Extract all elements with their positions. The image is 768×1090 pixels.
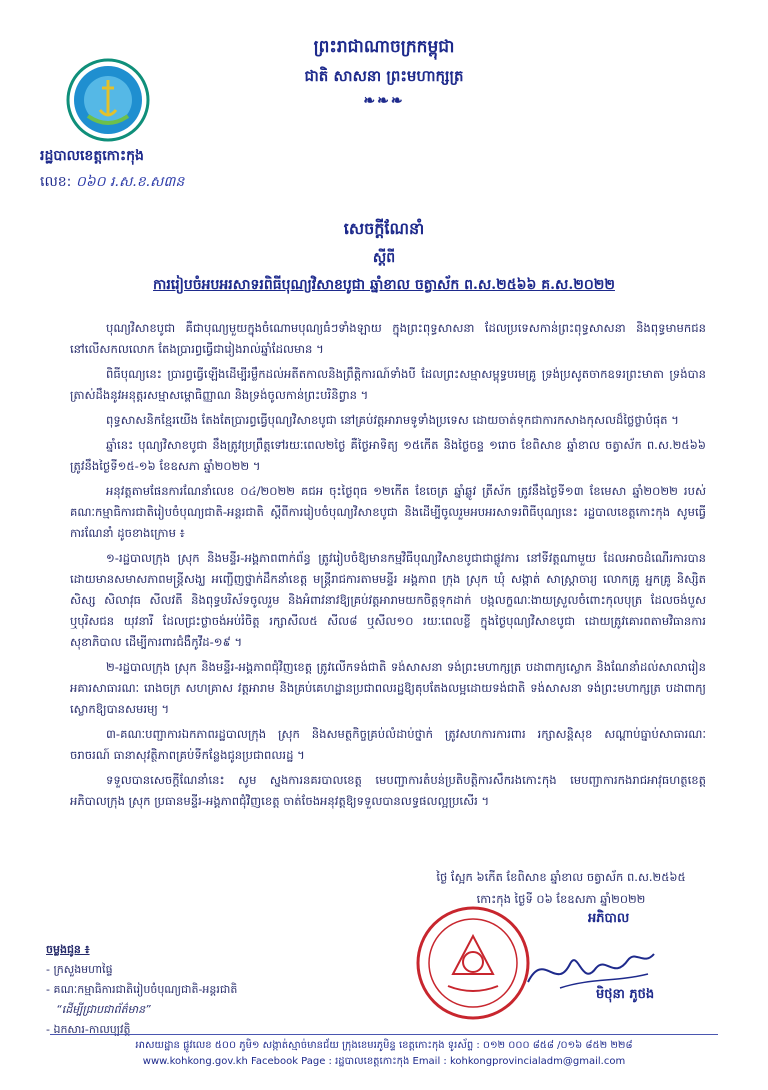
recipient-note: “ដើម្បីជ្រាបជាព័ត៌មាន” bbox=[56, 1003, 151, 1016]
footer-contacts: www.kohkong.gov.kh Facebook Page : រដ្ឋបាលខេត្តកោះកុង Email : kohkongprovincialadm@gmail.com bbox=[142, 1056, 626, 1067]
paragraph: ២-រដ្ឋបាលក្រុង ស្រុក និងមន្ទីរ-អង្គភាពជុំវិញខេត្ត ត្រូវលើកទង់ជាតិ ទង់សាសនា ទង់ព្រះមហាក្សត្រ បដាពាក្យស្លោក និងណែនាំដល់សាលារៀន អគារសាធារណៈ រោងចក្រ សហគ្រាស វត្តអារាម និងគ្រប់គេហដ្ឋានប្រជាពលរដ្ឋឱ្យតុបតែងលម្អដោយទង់ជាតិ ទង់សាសនា ទង់ព្រះមហាក្សត្រ បដាពាក្យស្លោកឱ្យបានសមរម្យ ។ bbox=[70, 660, 706, 716]
solar-date: កោះកុង ថ្ងៃទី ០៦ ខែឧសភា ឆ្នាំ២០២២ bbox=[476, 892, 646, 906]
paragraph: ទទួលបានសេចក្តីណែនាំនេះ សូម ស្នងការនគរបាលខេត្ត មេបញ្ជាការតំបន់ប្រតិបត្តិការសឹករងកោះកុង មេបញ្ជាការកងរាជអាវុធហត្ថខេត្ត អភិបាលក្រុង ស្រុក ប្រធានមន្ទីរ-អង្គភាពជុំវិញខេត្ត ចាត់ចែងអនុវត្តឱ្យទទួលបានលទ្ធផលល្អប្រសើរ ។ bbox=[70, 773, 706, 808]
page-footer bbox=[50, 1034, 718, 1070]
paragraph: ពុទ្ធសាសនិកខ្មែរយើង តែងតែប្រារព្ធធ្វើបុណ្យវិសាខបូជា នៅគ្រប់វត្តអារាមទូទាំងប្រទេស ដោយចាត់ទុកជាការកសាងកុសលដ៏ថ្លៃថ្លាបំផុត ។ bbox=[106, 413, 679, 427]
document-body bbox=[70, 318, 706, 816]
recipient-item: - គណៈកម្មាធិការជាតិរៀបចំបុណ្យជាតិ-អន្តរជាតិ bbox=[46, 983, 238, 996]
paragraph: ឆ្នាំនេះ បុណ្យវិសាខបូជា នឹងត្រូវប្រព្រឹត្តទៅរយៈពេល២ថ្ងៃ គឺថ្ងៃអាទិត្យ ១៥កើត និងថ្ងៃចន្ទ ១រោច ខែពិសាខ ឆ្នាំខាល ចត្វាស័ក ព.ស.២៥៦៦ ត្រូវនឹងថ្ងៃទី១៥-១៦ ខែឧសភា ឆ្នាំ២០២២ ។ bbox=[70, 438, 706, 473]
title-line-1: សេចក្តីណែនាំ bbox=[343, 219, 425, 238]
paragraph: ពិធីបុណ្យនេះ ប្រារព្ធធ្វើឡើងដើម្បីរម្លឹកដល់អតីតកាលនិងព្រឹត្តិការណ៍ទាំងបី ដែលព្រះសម្មាសម្ពុទ្ធបរមគ្រូ ទ្រង់ប្រសូតចាកឧទរព្រះមាតា ទ្រង់បានត្រាស់ដឹងនូវអនុត្តរសម្មាសម្ពោធិញ្ញាណ និងទ្រង់ចូលកាន់ព្រះបរិនិព្វាន ។ bbox=[70, 367, 706, 402]
lunar-date: ថ្ងៃ ស្អែក ៦កើត ខែពិសាខ ឆ្នាំខាល ចត្វាស័ក ព.ស.២៥៦៥ bbox=[436, 870, 686, 884]
kingdom-title: ព្រះរាជាណាចក្រកម្ពុជា bbox=[313, 37, 455, 57]
national-motto: ជាតិ សាសនា ព្រះមហាក្សត្រ bbox=[304, 67, 464, 85]
reference-label: លេខ: bbox=[40, 174, 72, 190]
title-line-3: ការរៀបចំអបអរសាទរពិធីបុណ្យវិសាខបូជា ឆ្នាំខាល ចត្វាស័ក ព.ស.២៥៦៦ គ.ស.២០២២ bbox=[153, 277, 615, 293]
reference-suffix: រ.ស.ខ.ស៣ន bbox=[110, 174, 185, 190]
signer-title: អភិបាល bbox=[588, 911, 630, 926]
paragraph: បុណ្យវិសាខបូជា គឺជាបុណ្យមួយក្នុងចំណោមបុណ្យធំៗទាំងឡាយ ក្នុងព្រះពុទ្ធសាសនា ដែលប្រទេសកាន់ព្រះពុទ្ធសាសនា និងពុទ្ធមាមកជន នៅលើសកលលោក តែងប្រារព្ធធ្វើជារៀងរាល់ឆ្នាំដែលមាន ។ bbox=[70, 321, 706, 356]
document-title bbox=[0, 218, 768, 296]
paragraph: ១-រដ្ឋបាលក្រុង ស្រុក និងមន្ទីរ-អង្គភាពពាក់ព័ន្ធ ត្រូវរៀបចំឱ្យមានកម្មវិធីបុណ្យវិសាខបូជាជាផ្លូវការ នៅទីវត្តណាមួយ ដែលអាចដំណើរការបាន ដោយមានសមាសភាពមន្ត្រីសង្ឃ អញ្ជើញថ្នាក់ដឹកនាំខេត្ត មន្ត្រីរាជការតាមមន្ទីរ អង្គភាព ក្រុង ស្រុក ឃុំ សង្កាត់ សាស្ត្រាចារ្យ លោកគ្រូ អ្នកគ្រូ និស្សិត សិស្ស សិលាវុធ សីលវតី និងពុទ្ធបរិស័ទចូលរួម និងអំពាវនាវឱ្យគ្រប់វត្តអារាមយកចិត្តទុកដាក់ បង្កលក្ខណៈងាយស្រួលចំពោះកុលបុត្រ ដែលចង់បួស ឬបុរិសជន យុវនារី ដែលជ្រះថ្លាចង់អប់រំចិត្ត រក្សាសីល៥ សីល៨ ឬសីល១០ រយៈពេលខ្លី ក្នុងថ្ងៃបុណ្យវិសាខបូជា ដោយត្រូវគោរពតាមវិធានការសុខាភិបាល ដើម្បីការពារជំងឺកូវីដ-១៩ ។ bbox=[70, 551, 706, 649]
title-line-2: ស្តីពី bbox=[372, 250, 396, 266]
province-logo bbox=[66, 58, 150, 142]
ornament-divider: ❧❧❧ bbox=[363, 93, 405, 109]
reference-number bbox=[40, 172, 184, 193]
official-seal bbox=[408, 904, 538, 1022]
footer-address: អាសយដ្ឋាន ផ្លូវលេខ ៥០០ ភូមិ១ សង្កាត់ស្មាច់មានជ័យ ក្រុងខេមរភូមិន្ទ ខេត្តកោះកុង ទូរស័ព្ទ : ០១២ ០០០ ៨៥៨ /០១៦ ៨៥២ ២២៨ bbox=[135, 1040, 633, 1051]
issuing-organization: រដ្ឋបាលខេត្តកោះកុង bbox=[40, 148, 144, 164]
signer-name: មិថុនា ភូថង bbox=[596, 987, 655, 1002]
recipient-item: - ក្រសួងមហាផ្ទៃ bbox=[46, 963, 113, 976]
recipients-list bbox=[46, 940, 237, 1040]
reference-value: ០៦០ bbox=[75, 174, 106, 190]
paragraph: ៣-គណៈបញ្ជាការឯកភាពរដ្ឋបាលក្រុង ស្រុក និងសមត្ថកិច្ចគ្រប់លំដាប់ថ្នាក់ ត្រូវសហការការពារ រក្សាសន្តិសុខ សណ្តាប់ធ្នាប់សាធារណៈ ចរាចរណ៍ ធានាសុវត្ថិភាពគ្រប់ទីកន្លែងជូនប្រជាពលរដ្ឋ ។ bbox=[70, 727, 706, 762]
recipient-item: - ឯកសារ-កាលប្បវត្តិ bbox=[46, 1023, 131, 1036]
paragraph: អនុវត្តតាមផែនការណែនាំលេខ ០៤/២០២២ គជអ ចុះថ្ងៃពុធ ១២កើត ខែចេត្រ ឆ្នាំឆ្លូវ ត្រីស័ក ត្រូវនឹងថ្ងៃទី១៣ ខែមេសា ឆ្នាំ២០២២ របស់គណៈកម្មាធិការជាតិរៀបចំបុណ្យជាតិ-អន្តរជាតិ ស្តីពីការរៀបចំបុណ្យវិសាខបូជា និងដើម្បីចូលរួមអបអរសាទរពិធីបុណ្យនេះ រដ្ឋបាលខេត្តកោះកុង សូមធ្វើការណែនាំ ដូចខាងក្រោម ៖ bbox=[70, 484, 706, 540]
recipients-heading: ចម្លងជូន ៖ bbox=[46, 943, 90, 956]
